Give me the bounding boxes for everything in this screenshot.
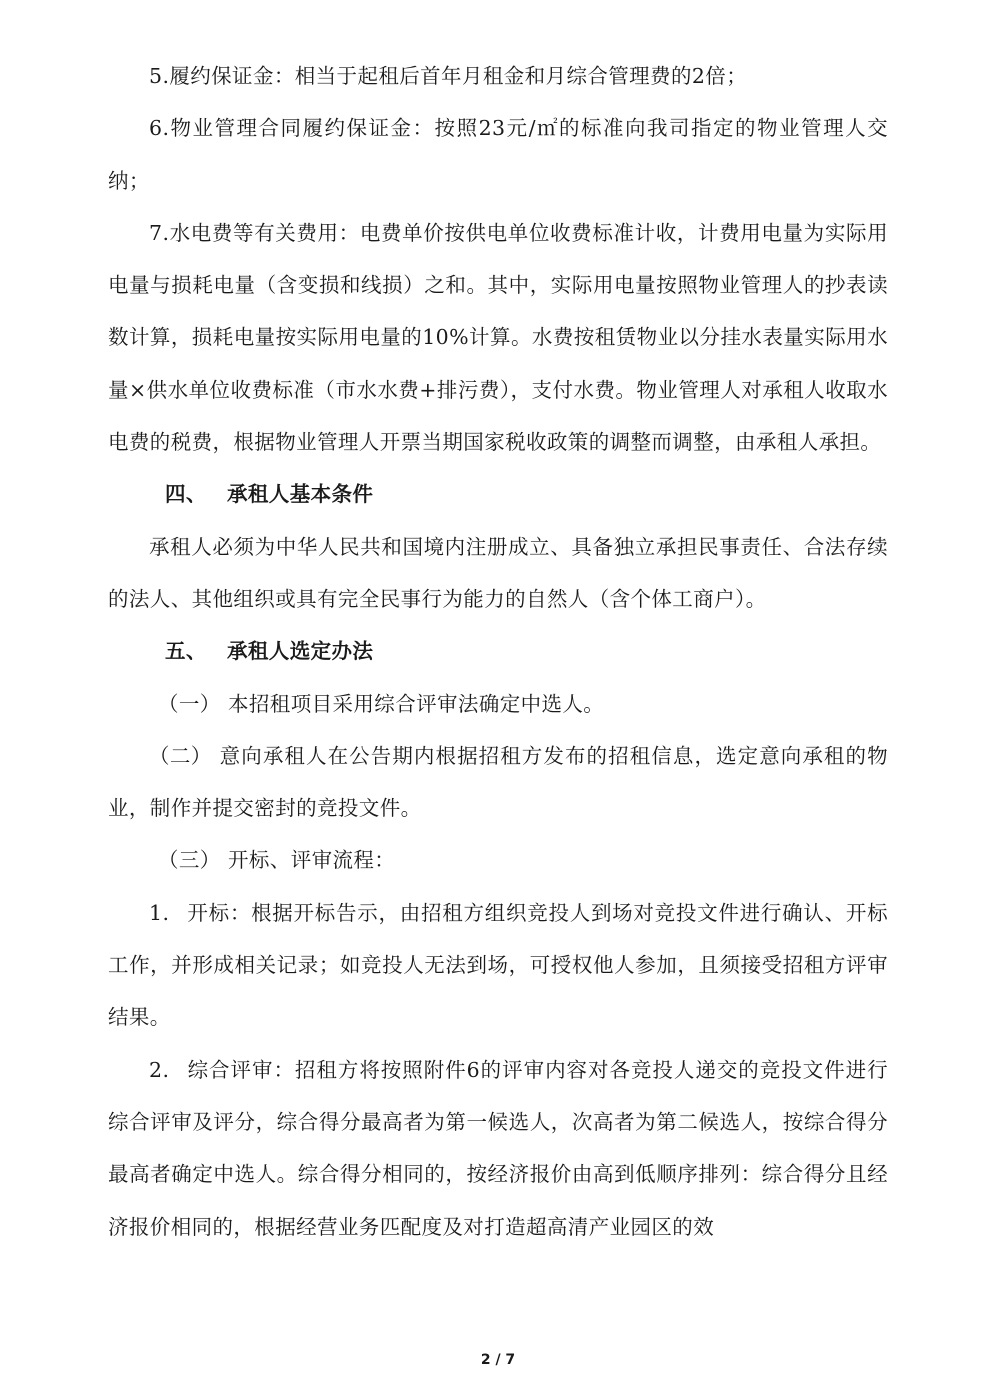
page-number: 2 / 7 xyxy=(480,1352,516,1368)
section-number: 五、 xyxy=(165,639,207,664)
section-heading-tenant-conditions xyxy=(108,468,888,520)
section-number: 四、 xyxy=(165,482,207,507)
list-item-method xyxy=(108,678,888,730)
list-item-number: （三） xyxy=(158,848,221,873)
list-item-submission xyxy=(108,730,888,835)
list-item-number: （一） xyxy=(158,691,221,716)
list-item-process xyxy=(108,834,888,886)
list-item-number: （二） xyxy=(149,743,212,768)
paragraph-tenant-conditions: 承租人必须为中华人民共和国境内注册成立、具备独立承担民事责任、合法存续的法人、其他组织或具有完全民事行为能力的自然人（含个体工商户）。 xyxy=(108,534,888,611)
step-text: 综合评审：招租方将按照附件6的评审内容对各竞投人递交的竞投文件进行综合评审及评分，综合得分最高者为第一候选人，次高者为第二候选人，按综合得分最高者确定中选人。综合得分相同的，按经济报价由高到低顺序排列：综合得分且经济报价相同的，根据经营业务匹配度及对打造超高清产业园区的效 xyxy=(108,1057,888,1239)
step-evaluation xyxy=(108,1044,888,1253)
step-text: 开标：根据开标告示，由招租方组织竞投人到场对竞投文件进行确认、开标工作，并形成相关记录；如竞投人无法到场，可授权他人参加，且须接受招租方评审结果。 xyxy=(108,900,888,1030)
list-item-text: 开标、评审流程： xyxy=(228,848,396,873)
section-title: 承租人选定办法 xyxy=(227,639,374,664)
paragraph-utility-fees: 7.水电费等有关费用：电费单价按供电单位收费标准计收，计费用电量为实际用电量与损耗电量（含变损和线损）之和。其中，实际用电量按照物业管理人的抄表读数计算，损耗电量按实际用电量的10%计算。水费按租赁物业以分挂水表量实际用水量×供水单位收费标准（市水水费+排污费），支付水费。物业管理人对承租人收取水电费的税费，根据物业管理人开票当期国家税收政策的调整而调整，由承租人承担。 xyxy=(108,220,888,455)
step-opening xyxy=(108,887,888,1044)
section-title: 承租人基本条件 xyxy=(227,482,374,507)
list-item-text: 本招租项目采用综合评审法确定中选人。 xyxy=(228,691,605,716)
section-heading-selection-method xyxy=(108,625,888,677)
step-number: 1. xyxy=(149,900,170,925)
paragraph-performance-bond: 5.履约保证金：相当于起租后首年月租金和月综合管理费的2倍； xyxy=(149,64,748,88)
document-body xyxy=(108,50,888,1253)
list-item-text: 意向承租人在公告期内根据招租方发布的招租信息，选定意向承租的物业，制作并提交密封的竞投文件。 xyxy=(108,743,888,821)
paragraph-property-bond: 6.物业管理合同履约保证金：按照23元/㎡的标准向我司指定的物业管理人交纳； xyxy=(108,116,888,193)
step-number: 2. xyxy=(149,1057,170,1082)
